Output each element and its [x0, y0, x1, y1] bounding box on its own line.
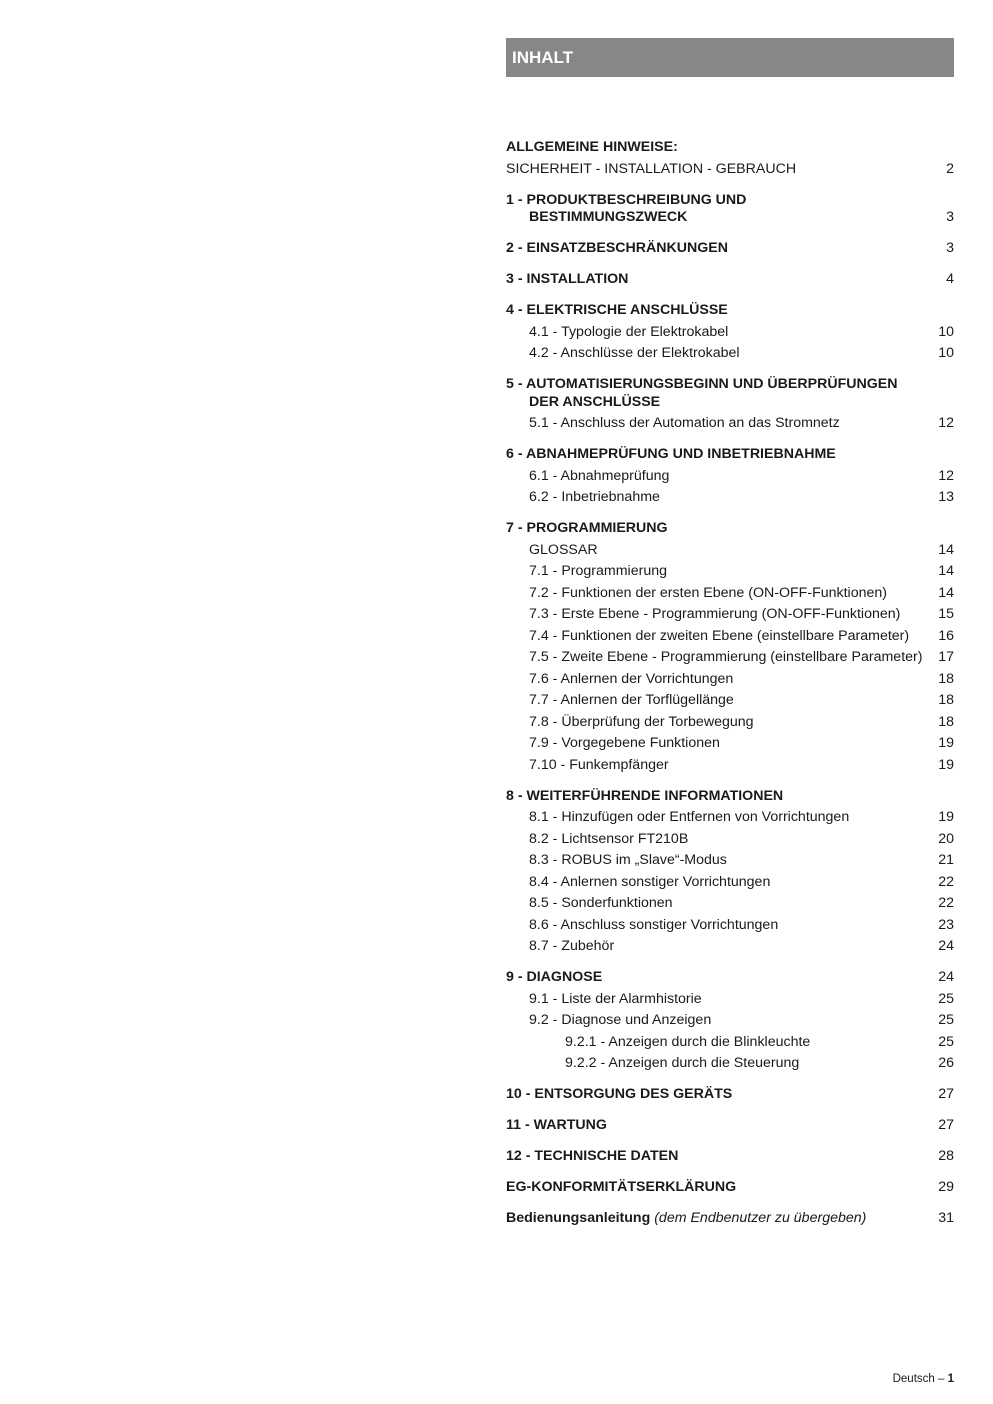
toc-entry[interactable]: 5.1 - Anschluss der Automation an das Stromnetz 12 — [506, 413, 954, 435]
page-number: 22 — [938, 873, 954, 890]
page-number: 25 — [938, 1012, 954, 1028]
toc-entry[interactable]: GLOSSAR 14 — [506, 540, 954, 562]
page-number: 18 — [938, 670, 954, 687]
page-number: 16 — [938, 627, 954, 644]
toc-entry[interactable]: 7.1 - Programmierung 14 — [506, 561, 954, 583]
toc-section[interactable]: 1 - PRODUKTBESCHREIBUNG UND — [506, 191, 747, 208]
section-title-bar — [506, 38, 954, 77]
toc-entry[interactable]: 8.2 - Lichtsensor FT210B 20 — [506, 829, 954, 851]
toc-section[interactable]: 12 - TECHNISCHE DATEN 28 — [506, 1146, 954, 1168]
page-number: 20 — [938, 830, 954, 847]
toc-section[interactable]: 3 - INSTALLATION 4 — [506, 269, 954, 291]
toc-section[interactable]: 7 - PROGRAMMIERUNG — [506, 520, 668, 536]
toc-section[interactable]: 4 - ELEKTRISCHE ANSCHLÜSSE — [506, 302, 728, 318]
page-number: 10 — [938, 323, 954, 340]
page-number: 18 — [938, 692, 954, 708]
toc-entry[interactable]: 7.4 - Funktionen der zweiten Ebene (einstellbare Parameter) 16 — [506, 626, 954, 648]
page-number: 15 — [938, 606, 954, 622]
toc-entry[interactable]: 7.2 - Funktionen der ersten Ebene (ON-OFF-Funktionen) 14 — [506, 583, 954, 605]
footer-language: Deutsch – — [892, 1373, 948, 1385]
toc-entry[interactable]: 4.2 - Anschlüsse der Elektrokabel 10 — [506, 343, 954, 365]
toc-entry[interactable]: 7.7 - Anlernen der Torflügellänge 18 — [506, 690, 954, 712]
toc-entry[interactable]: 8.7 - Zubehör 24 — [506, 936, 954, 958]
page-number: 14 — [938, 584, 954, 601]
page-number: 3 — [946, 209, 954, 225]
page-number: 23 — [938, 916, 954, 933]
page-number: 21 — [938, 852, 954, 868]
page-number: 12 — [938, 467, 954, 484]
toc-section[interactable]: 10 - ENTSORGUNG DES GERÄTS 27 — [506, 1084, 954, 1106]
page-number: 19 — [938, 809, 954, 825]
page-number: 26 — [938, 1055, 954, 1071]
page-number: 4 — [946, 271, 954, 287]
page-number: 29 — [938, 1179, 954, 1195]
table-of-contents — [506, 137, 954, 1230]
toc-section[interactable]: 9 - DIAGNOSE 24 — [506, 967, 954, 989]
page-number: 22 — [938, 895, 954, 911]
toc-section[interactable]: 8 - WEITERFÜHRENDE INFORMATIONEN — [506, 787, 784, 804]
toc-entry[interactable]: 6.1 - Abnahmeprüfung 12 — [506, 466, 954, 488]
toc-entry[interactable]: 7.5 - Zweite Ebene - Programmierung (einstellbare Parameter) 17 — [506, 647, 954, 669]
toc-entry[interactable]: 9.2 - Diagnose und Anzeigen 25 — [506, 1010, 954, 1032]
page-number: 10 — [938, 345, 954, 361]
toc-section[interactable]: 11 - WARTUNG 27 — [506, 1115, 954, 1137]
toc-entry[interactable]: 8.6 - Anschluss sonstiger Vorrichtungen 23 — [506, 915, 954, 937]
toc-entry[interactable]: 7.3 - Erste Ebene - Programmierung (ON-OFF-Funktionen) 15 — [506, 604, 954, 626]
toc-section[interactable]: EG-KONFORMITÄTSERKLÄRUNG 29 — [506, 1177, 954, 1199]
page-number: 13 — [938, 489, 954, 505]
section-title: INHALT — [512, 48, 574, 67]
toc-entry[interactable]: 7.10 - Funkempfänger 19 — [506, 755, 954, 777]
toc-entry[interactable]: 7.8 - Überprüfung der Torbewegung 18 — [506, 712, 954, 734]
toc-entry[interactable]: 7.6 - Anlernen der Vorrichtungen 18 — [506, 669, 954, 691]
toc-section[interactable]: 2 - EINSATZBESCHRÄNKUNGEN 3 — [506, 238, 954, 260]
toc-section-continued[interactable]: DER ANSCHLÜSSE — [529, 393, 661, 410]
toc-subentry[interactable]: 9.2.1 - Anzeigen durch die Blinkleuchte 25 — [506, 1032, 954, 1054]
toc-subentry[interactable]: 9.2.2 - Anzeigen durch die Steuerung 26 — [506, 1053, 954, 1075]
toc-section[interactable]: 5 - AUTOMATISIERUNGSBEGINN UND ÜBERPRÜFUNGEN — [506, 376, 898, 392]
page-number: 19 — [938, 756, 954, 773]
page-number: 3 — [946, 240, 954, 256]
page-number: 27 — [938, 1086, 954, 1102]
page-number: 27 — [938, 1117, 954, 1133]
toc-entry[interactable]: 8.1 - Hinzufügen oder Entfernen von Vorrichtungen 19 — [506, 807, 954, 829]
toc-entry[interactable]: 8.3 - ROBUS im „Slave“-Modus 21 — [506, 850, 954, 872]
toc-heading-general: ALLGEMEINE HINWEISE: — [506, 139, 678, 155]
page-number: 28 — [938, 1148, 954, 1164]
page-number: 12 — [938, 415, 954, 431]
toc-entry[interactable]: 6.2 - Inbetriebnahme 13 — [506, 487, 954, 509]
toc-section-manual[interactable]: Bedienungsanleitung (dem Endbenutzer zu übergeben) 31 — [506, 1208, 954, 1230]
toc-section[interactable]: 6 - ABNAHMEPRÜFUNG UND INBETRIEBNAHME — [506, 446, 836, 462]
page-number: 2 — [946, 160, 954, 177]
page-number: 24 — [938, 969, 954, 985]
toc-entry[interactable]: 7.9 - Vorgegebene Funktionen 19 — [506, 733, 954, 755]
page-number: 24 — [938, 938, 954, 954]
footer-page-number: 1 — [947, 1373, 954, 1385]
page-footer — [893, 1372, 954, 1386]
toc-entry[interactable]: SICHERHEIT - INSTALLATION - GEBRAUCH 2 — [506, 159, 954, 181]
toc-entry[interactable]: 8.4 - Anlernen sonstiger Vorrichtungen 22 — [506, 872, 954, 894]
page-number: 25 — [938, 1033, 954, 1050]
page-number: 14 — [938, 541, 954, 558]
page-number: 14 — [938, 563, 954, 579]
page-number: 18 — [938, 713, 954, 730]
page-number: 19 — [938, 735, 954, 751]
manual-note: (dem Endbenutzer zu übergeben) — [654, 1210, 867, 1226]
toc-section-continued[interactable]: BESTIMMUNGSZWECK 3 — [506, 207, 954, 229]
page-number: 31 — [938, 1210, 954, 1226]
toc-entry[interactable]: 9.1 - Liste der Alarmhistorie 25 — [506, 989, 954, 1011]
toc-entry[interactable]: 8.5 - Sonderfunktionen 22 — [506, 893, 954, 915]
page-number: 25 — [938, 990, 954, 1007]
toc-entry[interactable]: 4.1 - Typologie der Elektrokabel 10 — [506, 322, 954, 344]
page-number: 17 — [938, 649, 954, 665]
